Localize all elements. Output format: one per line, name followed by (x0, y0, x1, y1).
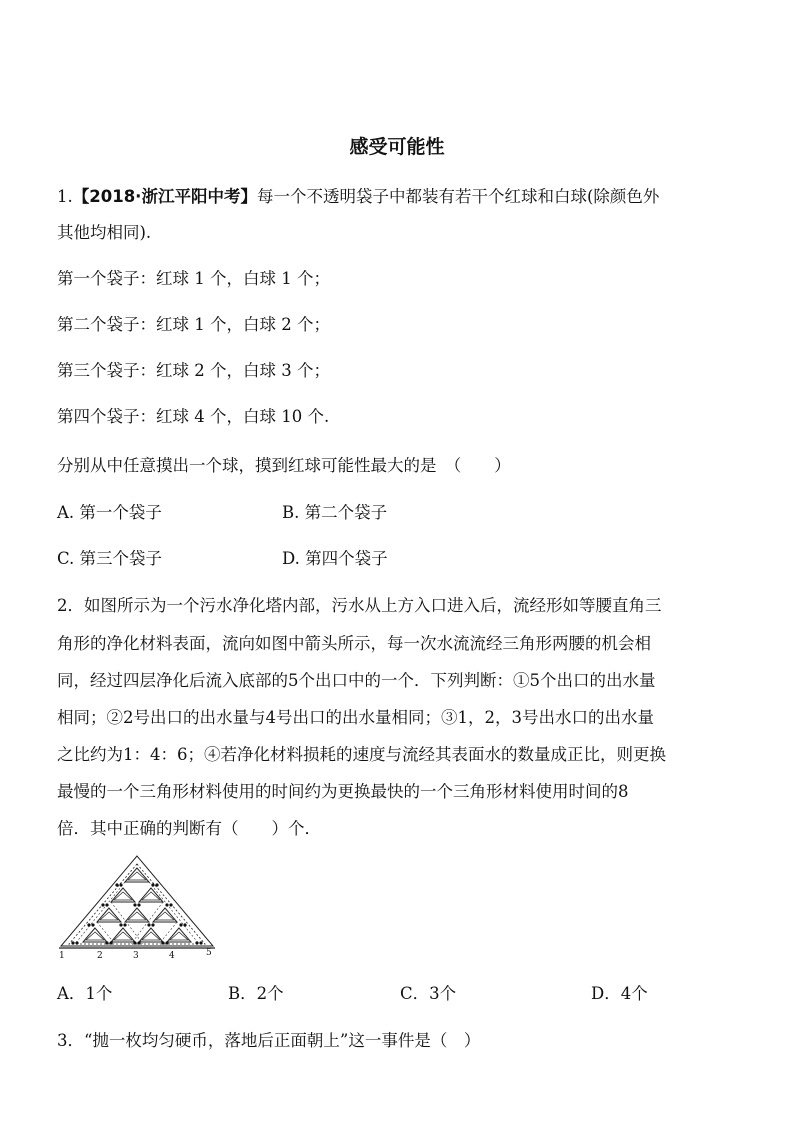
q1-number: 1. (57, 187, 73, 206)
q2-option-d: D．4个 (591, 984, 648, 1003)
outlet-label-1: 1 (59, 951, 65, 961)
q2-option-c: C．3个 (400, 984, 457, 1003)
q2-line-4: 相同；②2号出口的出水量与4号出口的出水量相同；③1，2，3号出水口的出水量 (57, 708, 654, 727)
q1-option-a: A. 第一个袋子 (57, 503, 162, 522)
outlet-label-3: 3 (133, 951, 139, 961)
q1-text: 每一个不透明袋子中都装有若干个红球和白球(除颜色外 (256, 187, 660, 206)
q1-bag-4: 第四个袋子：红球 4 个，白球 10 个. (57, 407, 330, 426)
q1-question: 分别从中任意摸出一个球，摸到红球可能性最大的是 （ ） (57, 456, 511, 475)
q2-line-2: 角形的净化材料表面，流向如图中箭头所示，每一次水流流经三角形两腰的机会相 (57, 634, 651, 653)
q1-bag-2: 第二个袋子：红球 1 个，白球 2 个； (57, 315, 330, 334)
q1-bag-1: 第一个袋子：红球 1 个，白球 1 个； (57, 269, 330, 288)
q2-option-b: B．2个 (228, 984, 284, 1003)
q1-option-b: B. 第二个袋子 (282, 503, 388, 522)
purification-tower-figure (55, 852, 220, 962)
q2-line-3: 同，经过四层净化后流入底部的5个出口中的一个．下列判断：①5个出口的出水量 (57, 671, 656, 690)
q1-bag-3: 第三个袋子：红球 2 个，白球 3 个； (57, 361, 330, 380)
q1-option-c: C. 第三个袋子 (57, 549, 163, 568)
q1-source: 【2018·浙江平阳中考】 (72, 187, 257, 206)
q3-line: 3．“抛一枚均匀硬币，落地后正面朝上”这一事件是（ ） (57, 1031, 481, 1050)
q1-line-2: 其他均相同). (57, 223, 152, 242)
q2-line-1: 2．如图所示为一个污水净化塔内部，污水从上方入口进入后，流经形如等腰直角三 (57, 596, 662, 615)
outlet-label-5: 5 (206, 948, 212, 958)
q2-line-7: 倍．其中正确的判断有（ ）个． (57, 819, 321, 838)
q1-option-d: D. 第四个袋子 (282, 549, 388, 568)
q2-line-5: 之比约为1：4：6；④若净化材料损耗的速度与流经其表面水的数量成正比，则更换 (57, 745, 666, 764)
outlet-label-4: 4 (169, 951, 175, 961)
q1-line-1 (57, 186, 659, 208)
page-title: 感受可能性 (349, 136, 445, 158)
q2-line-6: 最慢的一个三角形材料使用的时间约为更换最快的一个三角形材料使用时间的8 (57, 782, 629, 801)
outlet-label-2: 2 (97, 951, 103, 961)
q2-option-a: A．1个 (57, 984, 113, 1003)
